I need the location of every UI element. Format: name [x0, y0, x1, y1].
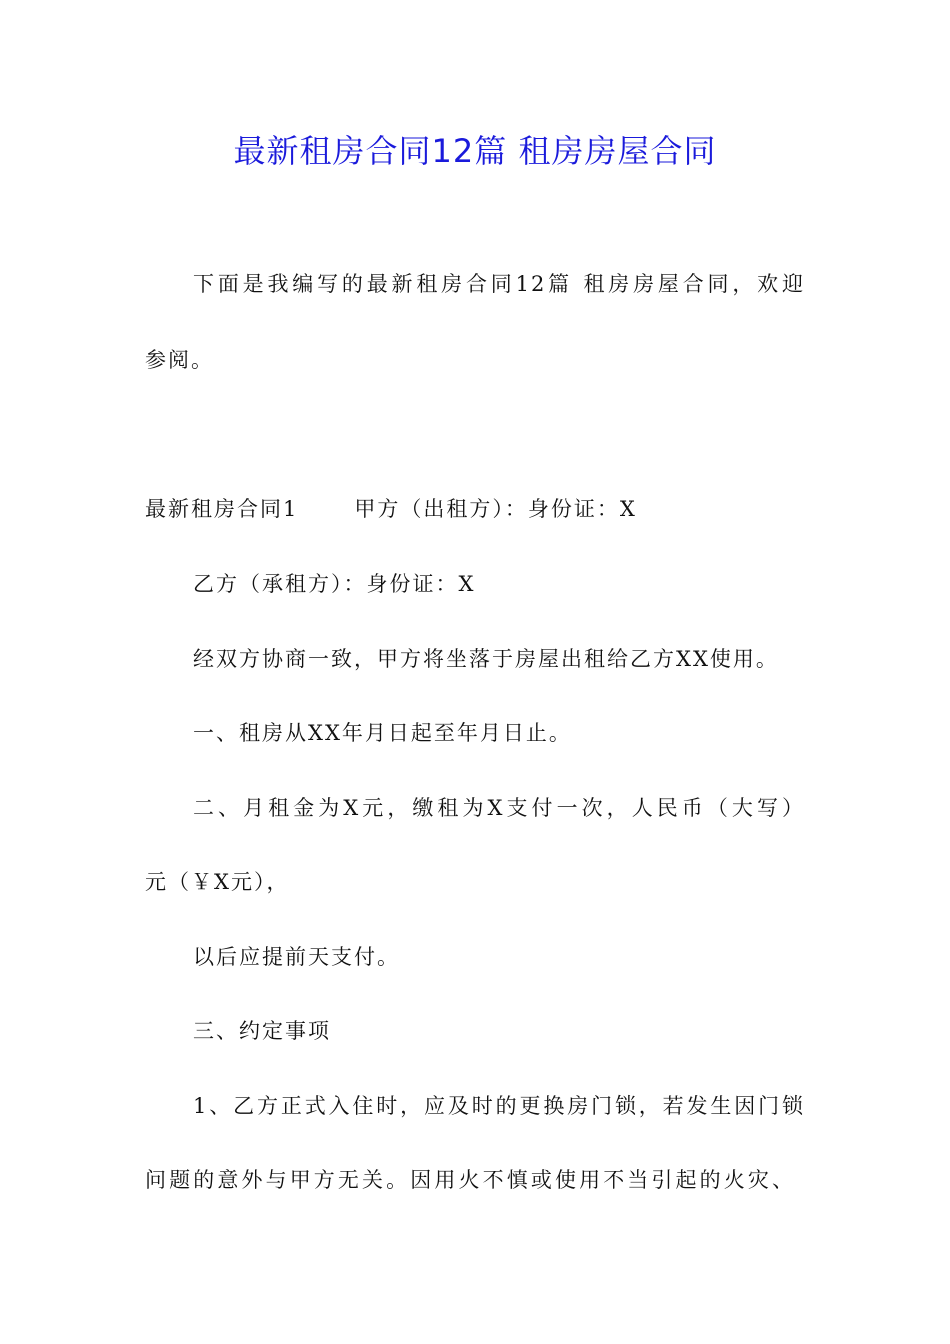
term-two-line-2: 元（￥X元）， [145, 870, 290, 894]
intro-line-1: 下面是我编写的最新租房合同12篇 租房房屋合同，欢迎 [193, 272, 805, 296]
party-a-line: 甲方（出租方）：身份证：X [354, 497, 637, 521]
term-two-line-1: 二、月租金为X元，缴租为X支付一次，人民币（大写） [193, 796, 805, 820]
term-one: 一、租房从XX年月日起至年月日止。 [193, 721, 572, 745]
term-two-line-3: 以后应提前天支付。 [193, 945, 400, 969]
item-one-line-2: 问题的意外与甲方无关。因用火不慎或使用不当引起的火灾、 [145, 1168, 795, 1192]
agreement-paragraph: 经双方协商一致，甲方将坐落于房屋出租给乙方XX使用。 [193, 647, 779, 671]
item-one-line-1: 1、乙方正式入住时，应及时的更换房门锁，若发生因门锁 [193, 1094, 805, 1118]
section-heading: 最新租房合同1 [145, 497, 299, 521]
term-three-heading: 三、约定事项 [193, 1019, 331, 1043]
section-heading-line [145, 495, 637, 523]
document-title: 最新租房合同12篇 租房房屋合同 [233, 132, 717, 170]
intro-line-2: 参阅。 [145, 348, 214, 372]
party-b-line: 乙方（承租方）：身份证：X [193, 572, 476, 596]
